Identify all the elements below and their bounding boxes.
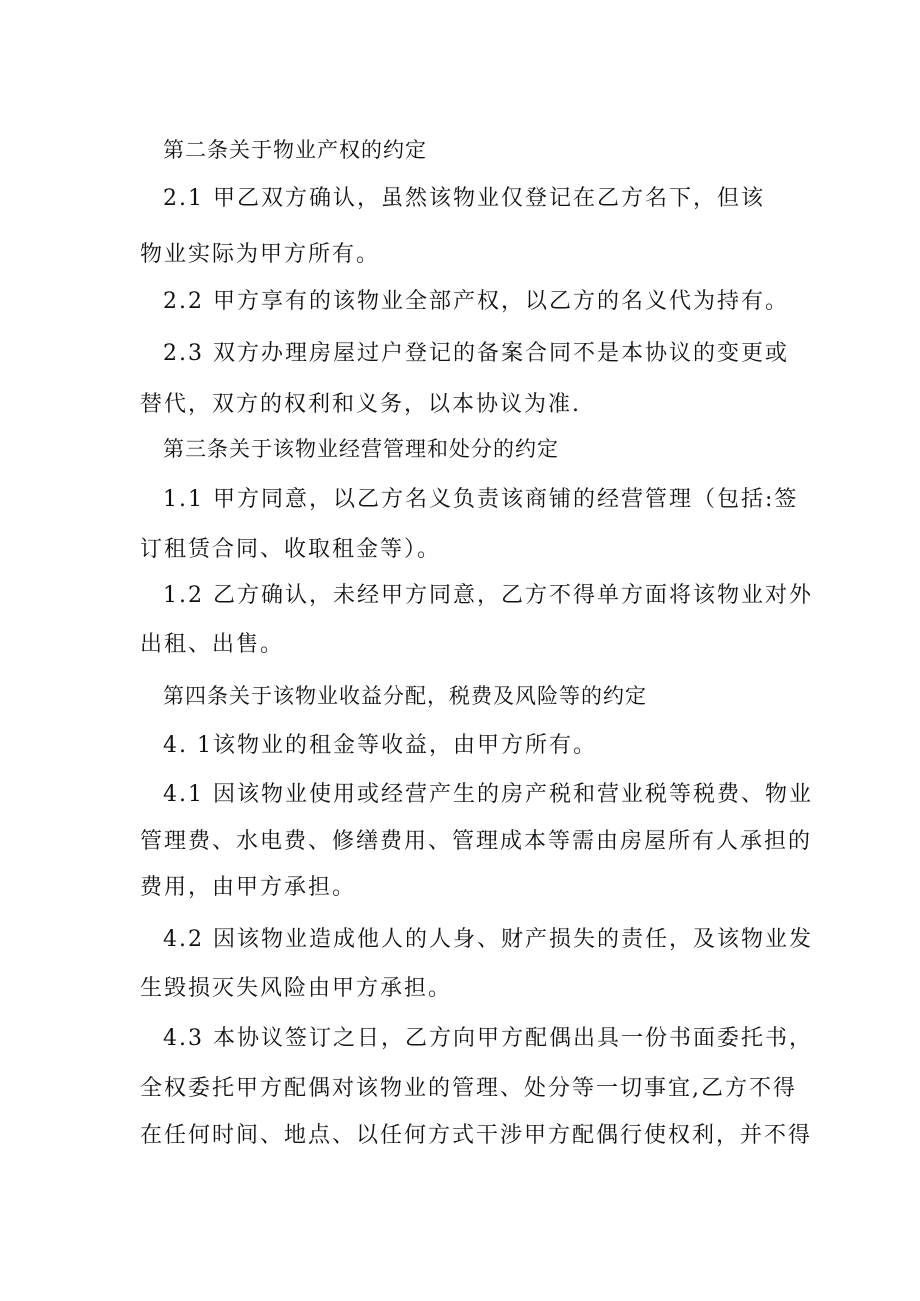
paragraph-1-1-line-2: 订租赁合同、收取租金等）。 <box>140 537 442 562</box>
paragraph-4-1b-line-3: 费用，由甲方承担。 <box>140 875 357 900</box>
paragraph-1-1-line-1: 1.1 甲方同意，以乙方名义负责该商铺的经营管理（包括:签 <box>163 487 799 512</box>
paragraph-2-1-line-2: 物业实际为甲方所有。 <box>140 242 381 267</box>
paragraph-2-3-line-2: 替代，双方的权利和义务，以本协议为准. <box>140 392 581 417</box>
paragraph-4-3-line-2: 全权委托甲方配偶对该物业的管理、处分等一切事宜,乙方不得 <box>140 1076 797 1101</box>
paragraph-4-3-line-1: 4.3 本协议签订之日，乙方向甲方配偶出具一份书面委托书， <box>163 1026 813 1051</box>
paragraph-2-3-line-1: 2.3 双方办理房屋过户登记的备案合同不是本协议的变更或 <box>163 341 789 366</box>
article-2-heading: 第二条关于物业产权的约定 <box>163 138 427 162</box>
paragraph-4-3-line-3: 在任何时间、地点、以任何方式干涉甲方配偶行使权利，并不得 <box>140 1123 813 1148</box>
paragraph-4-1b-line-2: 管理费、水电费、修缮费用、管理成本等需由房屋所有人承担的 <box>140 829 813 854</box>
paragraph-4-1a: 4. 1该物业的租金等收益，由甲方所有。 <box>163 733 597 758</box>
article-3-heading: 第三条关于该物业经营管理和处分的约定 <box>163 437 559 461</box>
paragraph-2-1-line-1: 2.1 甲乙双方确认，虽然该物业仅登记在乙方名下，但该 <box>163 186 765 211</box>
paragraph-1-2-line-2: 出租、出售。 <box>140 632 285 657</box>
paragraph-1-2-line-1: 1.2 乙方确认，未经甲方同意，乙方不得单方面将该物业对外 <box>163 583 813 608</box>
paragraph-4-2-line-2: 生毁损灭失风险由甲方承担。 <box>140 976 453 1001</box>
paragraph-2-2: 2.2 甲方享有的该物业全部产权，以乙方的名义代为持有。 <box>163 289 789 314</box>
paragraph-4-1b-line-1: 4.1 因该物业使用或经营产生的房产税和营业税等税费、物业 <box>163 782 813 807</box>
paragraph-4-2-line-1: 4.2 因该物业造成他人的人身、财产损失的责任，及该物业发 <box>163 927 813 952</box>
article-4-heading: 第四条关于该物业收益分配，税费及风险等的约定 <box>163 684 647 708</box>
